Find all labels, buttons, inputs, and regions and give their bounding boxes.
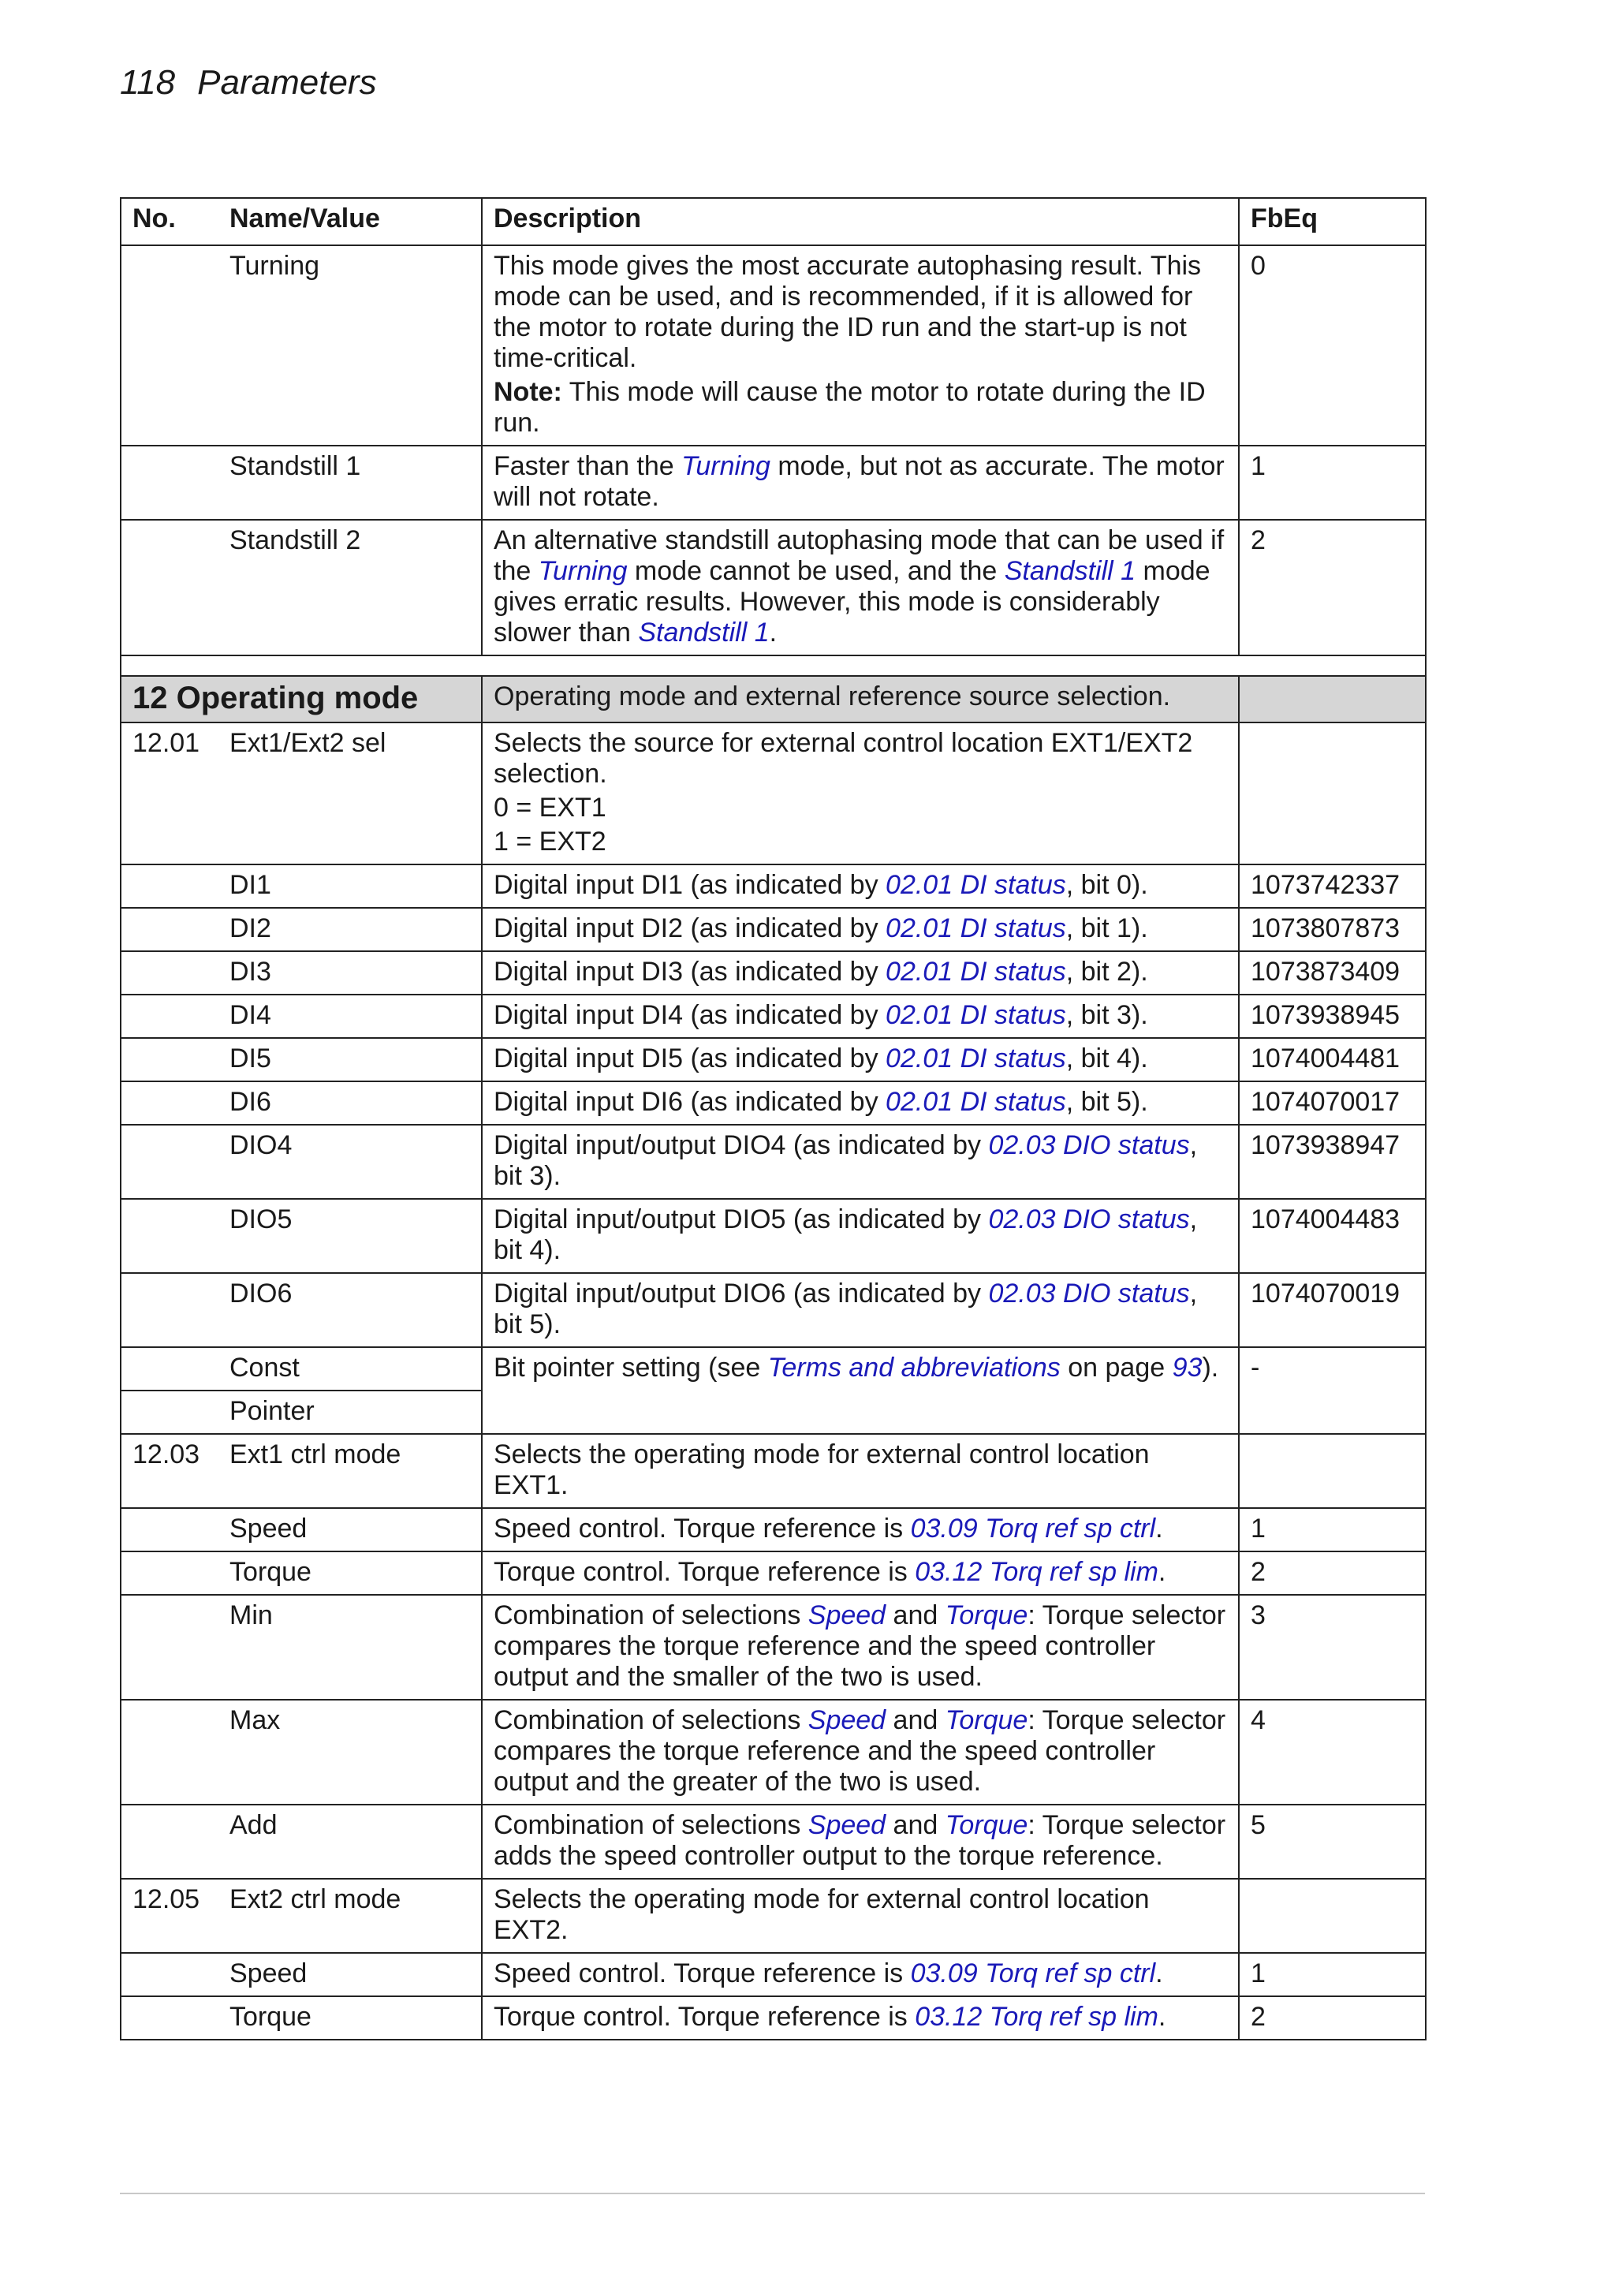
param-fbeq: 2 — [1239, 1996, 1426, 2040]
param-no — [121, 1391, 218, 1434]
param-description — [482, 1125, 1239, 1199]
description-text: Selects the source for external control location EXT1/EXT2 selection. — [494, 728, 1193, 789]
table-row — [121, 1879, 1426, 1953]
param-name: Add — [218, 1805, 482, 1879]
param-no — [121, 1551, 218, 1595]
param-description — [482, 864, 1239, 908]
page-title: Parameters — [197, 63, 377, 102]
param-fbeq: 1 — [1239, 1953, 1426, 1996]
table-row — [121, 1996, 1426, 2040]
param-no: 12.03 — [121, 1434, 218, 1508]
param-no — [121, 446, 218, 520]
link-torq-ref-sp-ctrl[interactable]: 03.09 Torq ref sp ctrl — [910, 1514, 1156, 1544]
description-text: Combination of selections — [494, 1810, 808, 1840]
col-header-no: No. — [121, 198, 218, 245]
param-no — [121, 1199, 218, 1273]
table-row — [121, 1805, 1426, 1879]
table-row — [121, 1551, 1426, 1595]
param-name: DI1 — [218, 864, 482, 908]
link-torq-ref-sp-lim[interactable]: 03.12 Torq ref sp lim — [915, 1557, 1158, 1587]
description-text: on page — [1060, 1353, 1173, 1383]
param-description: Selects the operating mode for external control location EXT2. — [482, 1879, 1239, 1953]
link-turning[interactable]: Turning — [538, 556, 628, 586]
description-text: , bit 5). — [1065, 1087, 1148, 1117]
param-no — [121, 1953, 218, 1996]
description-text: , bit 2). — [1065, 957, 1148, 987]
group-header-row — [121, 676, 1426, 722]
group-title: 12 Operating mode — [121, 676, 482, 722]
param-fbeq: 1074004483 — [1239, 1199, 1426, 1273]
page-number: 118 — [120, 63, 176, 102]
param-fbeq: 3 — [1239, 1595, 1426, 1700]
param-name: Standstill 2 — [218, 520, 482, 655]
description-text: Digital input/output DIO4 (as indicated by — [494, 1130, 989, 1160]
description-text: mode, but not as accurate. The motor will not rotate. — [494, 451, 1225, 512]
param-name: Ext1 ctrl mode — [218, 1434, 482, 1508]
link-standstill-1[interactable]: Standstill 1 — [638, 618, 770, 648]
link-di-status[interactable]: 02.01 DI status — [886, 1000, 1066, 1030]
param-description — [482, 446, 1239, 520]
description-text: Combination of selections — [494, 1600, 808, 1630]
param-fbeq: 5 — [1239, 1805, 1426, 1879]
description-text: 0 = EXT1 — [494, 793, 606, 823]
param-description — [482, 520, 1239, 655]
description-text: This mode gives the most accurate autophasing result. This mode can be used, and is recommended, if it is allowed for the motor to rotate during the ID run and the start-up is not time-critical. — [494, 251, 1202, 373]
param-fbeq: 1074004481 — [1239, 1038, 1426, 1081]
param-name: Turning — [218, 245, 482, 446]
param-fbeq: 1073873409 — [1239, 951, 1426, 995]
param-name: DI4 — [218, 995, 482, 1038]
param-no — [121, 1508, 218, 1551]
note — [494, 377, 1227, 439]
table-row — [121, 1595, 1426, 1700]
param-name: Const — [218, 1347, 482, 1391]
note-text: This mode will cause the motor to rotate during the ID run. — [494, 377, 1206, 438]
link-terms-and-abbreviations[interactable]: Terms and abbreviations — [767, 1353, 1061, 1383]
param-no — [121, 1125, 218, 1199]
description-text: Speed control. Torque reference is — [494, 1958, 911, 1988]
description-text: and — [886, 1600, 946, 1630]
description-text: Digital input DI3 (as indicated by — [494, 957, 886, 987]
description-text: , bit 3). — [494, 1130, 1198, 1191]
param-no: 12.05 — [121, 1879, 218, 1953]
table-row — [121, 864, 1426, 908]
link-di-status[interactable]: 02.01 DI status — [886, 913, 1066, 943]
description-text: Digital input/output DIO6 (as indicated by — [494, 1279, 989, 1309]
description-text: Torque control. Torque reference is — [494, 2002, 916, 2032]
description-text: mode gives erratic results. However, this mode is considerably slower than — [494, 556, 1210, 648]
param-name: Ext2 ctrl mode — [218, 1879, 482, 1953]
table-row — [121, 245, 1426, 446]
link-speed[interactable]: Speed — [808, 1810, 886, 1840]
param-fbeq: 1074070017 — [1239, 1081, 1426, 1125]
group-fbeq — [1239, 676, 1426, 722]
link-standstill-1[interactable]: Standstill 1 — [1004, 556, 1136, 586]
param-description — [482, 1700, 1239, 1805]
description-text: Digital input DI4 (as indicated by — [494, 1000, 886, 1030]
link-di-status[interactable]: 02.01 DI status — [886, 957, 1066, 987]
description-text: , bit 4). — [1065, 1043, 1148, 1073]
param-no — [121, 1595, 218, 1700]
param-description — [482, 1805, 1239, 1879]
table-gap — [121, 655, 1426, 676]
param-name: Min — [218, 1595, 482, 1700]
description-text: Torque control. Torque reference is — [494, 1557, 916, 1587]
param-name: DI5 — [218, 1038, 482, 1081]
table-row — [121, 1700, 1426, 1805]
param-no — [121, 908, 218, 951]
param-name: DIO4 — [218, 1125, 482, 1199]
description-text: : Torque selector compares the torque reference and the speed controller output and the greater of the two is used. — [494, 1705, 1226, 1797]
link-torque[interactable]: Torque — [945, 1810, 1028, 1840]
param-no — [121, 520, 218, 655]
table-row — [121, 1038, 1426, 1081]
description-text: : Torque selector adds the speed controller output to the torque reference. — [494, 1810, 1226, 1871]
param-name: DIO6 — [218, 1273, 482, 1347]
description-text: Combination of selections — [494, 1705, 808, 1735]
param-name: Speed — [218, 1953, 482, 1996]
description-text: Digital input DI1 (as indicated by — [494, 870, 886, 900]
table-row — [121, 1508, 1426, 1551]
description-text: , bit 4). — [494, 1204, 1198, 1265]
param-description: Selects the operating mode for external control location EXT1. — [482, 1434, 1239, 1508]
param-no — [121, 1038, 218, 1081]
param-fbeq: 4 — [1239, 1700, 1426, 1805]
param-name: Pointer — [218, 1391, 482, 1434]
table-row — [121, 520, 1426, 655]
table-row — [121, 995, 1426, 1038]
param-description — [482, 951, 1239, 995]
param-no — [121, 995, 218, 1038]
param-no — [121, 1347, 218, 1391]
description-text: , bit 0). — [1065, 870, 1148, 900]
group-description: Operating mode and external reference source selection. — [482, 676, 1239, 722]
col-header-name: Name/Value — [218, 198, 482, 245]
param-fbeq — [1239, 1879, 1426, 1953]
param-no — [121, 864, 218, 908]
gap-cell — [121, 655, 1426, 676]
table-header-row — [121, 198, 1426, 245]
param-fbeq: 1073938945 — [1239, 995, 1426, 1038]
param-fbeq — [1239, 1434, 1426, 1508]
link-di-status[interactable]: 02.01 DI status — [886, 1043, 1066, 1073]
table-row — [121, 1953, 1426, 1996]
col-header-description: Description — [482, 198, 1239, 245]
param-name: DI6 — [218, 1081, 482, 1125]
param-fbeq: 2 — [1239, 1551, 1426, 1595]
param-description — [482, 1273, 1239, 1347]
link-torque[interactable]: Torque — [945, 1600, 1028, 1630]
table-row — [121, 446, 1426, 520]
link-di-status[interactable]: 02.01 DI status — [886, 870, 1066, 900]
table-row — [121, 722, 1426, 864]
param-name: Torque — [218, 1996, 482, 2040]
param-fbeq: 1 — [1239, 1508, 1426, 1551]
param-name: Standstill 1 — [218, 446, 482, 520]
param-no — [121, 245, 218, 446]
table-row — [121, 1199, 1426, 1273]
col-header-fbeq: FbEq — [1239, 198, 1426, 245]
link-dio-status[interactable]: 02.03 DIO status — [988, 1204, 1190, 1234]
description-text: mode cannot be used, and the — [627, 556, 1005, 586]
description-text: . — [1155, 1958, 1163, 1988]
description-text: Digital input DI6 (as indicated by — [494, 1087, 886, 1117]
param-no — [121, 951, 218, 995]
param-description — [482, 1595, 1239, 1700]
description-text: . — [1158, 1557, 1166, 1587]
link-torque[interactable]: Torque — [945, 1705, 1028, 1735]
description-text: An alternative standstill autophasing mode that can be used if the — [494, 525, 1225, 586]
param-fbeq: 2 — [1239, 520, 1426, 655]
description-text: , bit 1). — [1065, 913, 1148, 943]
param-name: Max — [218, 1700, 482, 1805]
param-name: DI2 — [218, 908, 482, 951]
note-label: Note: — [494, 377, 562, 407]
footer-divider — [120, 2193, 1425, 2194]
link-dio-status[interactable]: 02.03 DIO status — [988, 1279, 1190, 1309]
description-text: Bit pointer setting (see — [494, 1353, 768, 1383]
param-description — [482, 1953, 1239, 1996]
param-description — [482, 1551, 1239, 1595]
description-text: and — [886, 1705, 946, 1735]
link-speed[interactable]: Speed — [808, 1705, 886, 1735]
description-text: Digital input DI5 (as indicated by — [494, 1043, 886, 1073]
param-no — [121, 1081, 218, 1125]
param-fbeq: 1 — [1239, 446, 1426, 520]
description-text: Faster than the — [494, 451, 682, 481]
param-description — [482, 995, 1239, 1038]
table-row — [121, 1081, 1426, 1125]
link-turning[interactable]: Turning — [681, 451, 770, 481]
param-name: DIO5 — [218, 1199, 482, 1273]
param-no — [121, 1996, 218, 2040]
page-header — [120, 63, 377, 103]
description-text: ). — [1202, 1353, 1219, 1383]
param-description — [482, 1038, 1239, 1081]
table-row — [121, 1434, 1426, 1508]
param-fbeq: - — [1239, 1347, 1426, 1434]
param-no: 12.01 — [121, 722, 218, 864]
description-text: 1 = EXT2 — [494, 827, 606, 857]
description-text: Speed control. Torque reference is — [494, 1514, 911, 1544]
param-fbeq — [1239, 722, 1426, 864]
param-description — [482, 1508, 1239, 1551]
param-no — [121, 1805, 218, 1879]
link-torq-ref-sp-ctrl[interactable]: 03.09 Torq ref sp ctrl — [910, 1958, 1156, 1988]
link-page-93[interactable]: 93 — [1172, 1353, 1203, 1383]
param-fbeq: 1074070019 — [1239, 1273, 1426, 1347]
table-row — [121, 1347, 1426, 1391]
description-text: , bit 3). — [1065, 1000, 1148, 1030]
parameter-table — [120, 197, 1427, 2040]
description-text: . — [1155, 1514, 1163, 1544]
link-speed[interactable]: Speed — [808, 1600, 886, 1630]
param-description — [482, 1081, 1239, 1125]
param-description — [482, 1199, 1239, 1273]
param-name: Ext1/Ext2 sel — [218, 722, 482, 864]
description-text: . — [769, 618, 778, 648]
param-fbeq: 1073807873 — [1239, 908, 1426, 951]
param-description — [482, 908, 1239, 951]
param-fbeq: 1073742337 — [1239, 864, 1426, 908]
table-row — [121, 1125, 1426, 1199]
param-name: DI3 — [218, 951, 482, 995]
description-text: : Torque selector compares the torque reference and the speed controller output and the smaller of the two is used. — [494, 1600, 1226, 1692]
description-text: . — [1158, 2002, 1166, 2032]
description-text: Digital input/output DIO5 (as indicated by — [494, 1204, 989, 1234]
param-name: Speed — [218, 1508, 482, 1551]
link-dio-status[interactable]: 02.03 DIO status — [988, 1130, 1190, 1160]
param-no — [121, 1700, 218, 1805]
table-row — [121, 951, 1426, 995]
param-no — [121, 1273, 218, 1347]
description-text: Digital input DI2 (as indicated by — [494, 913, 886, 943]
link-di-status[interactable]: 02.01 DI status — [886, 1087, 1066, 1117]
link-torq-ref-sp-lim[interactable]: 03.12 Torq ref sp lim — [915, 2002, 1158, 2032]
param-name: Torque — [218, 1551, 482, 1595]
param-fbeq: 0 — [1239, 245, 1426, 446]
param-description — [482, 1996, 1239, 2040]
table-row — [121, 908, 1426, 951]
param-description — [482, 722, 1239, 864]
param-fbeq: 1073938947 — [1239, 1125, 1426, 1199]
param-description — [482, 245, 1239, 446]
table-row — [121, 1273, 1426, 1347]
description-text: , bit 5). — [494, 1279, 1198, 1339]
param-description — [482, 1347, 1239, 1434]
description-text: and — [886, 1810, 946, 1840]
